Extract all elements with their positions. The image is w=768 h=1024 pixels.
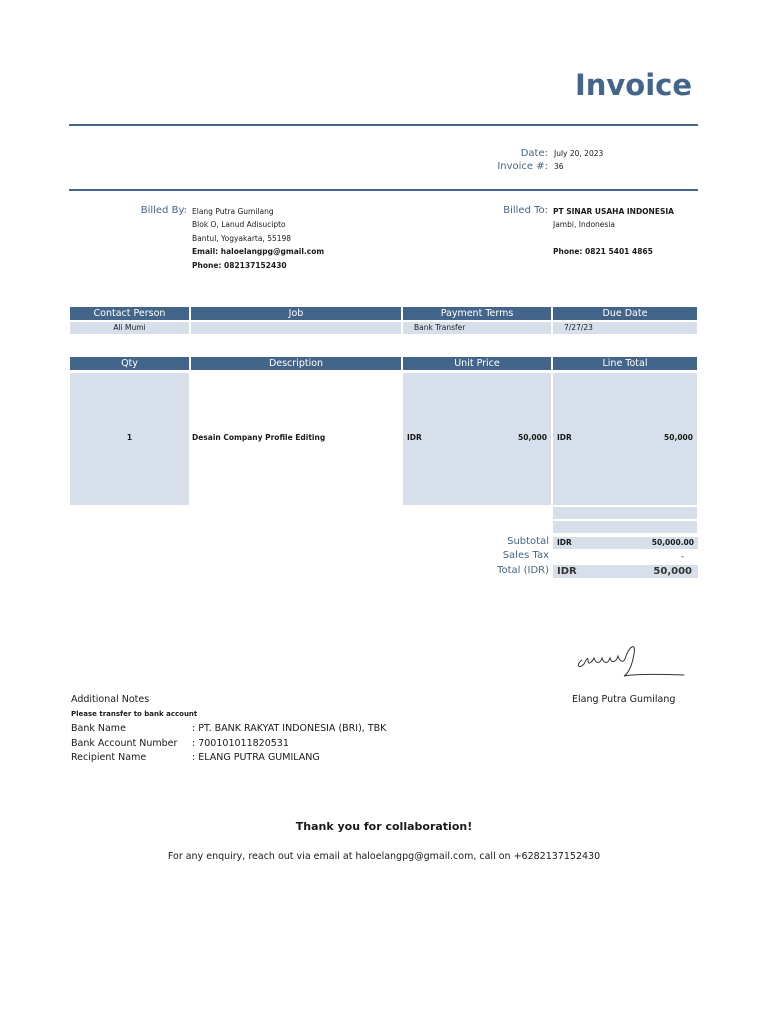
bank-details [71,722,386,766]
invoice-title: Invoice [574,68,692,102]
billed-to-company: PT SINAR USAHA INDONESIA [553,207,674,216]
sales-tax-label: Sales Tax [502,550,549,561]
sales-tax-box [553,551,698,563]
due-date-value: 7/27/23 [553,322,697,334]
recipient-value: : ELANG PUTRA GUMILANG [192,752,320,763]
total-value: 50,000 [653,566,692,577]
invoice-number-value: 36 [554,162,564,171]
sales-tax-value: - [681,552,684,561]
enquiry-message: For any enquiry, reach out via email at haloelangpg@gmail.com, call on +6282137152430 [167,851,601,862]
meta-divider [69,189,698,191]
billed-by-phone: Phone: 082137152430 [192,260,287,270]
top-divider [69,124,698,126]
notes-title: Additional Notes [71,694,150,705]
bank-name-label: Bank Name [71,723,126,734]
item-total-currency: IDR [557,433,572,442]
total-label: Total (IDR) [497,565,549,576]
item-line-total: 50,000 [664,433,693,442]
subtotal-label: Subtotal [507,536,549,547]
billed-by-label: Billed By: [140,205,187,216]
billed-by-block [192,205,324,272]
bank-name-value: : PT. BANK RAKYAT INDONESIA (BRI), TBK [192,723,387,734]
subtotal-currency: IDR [557,538,572,547]
billed-to-phone: Phone: 0821 5401 4865 [553,247,653,257]
subtotal-box [553,537,698,549]
header-due-date: Due Date [553,307,697,320]
billed-to-address: Jambi, Indonesia [553,220,615,230]
billed-to-block [553,205,674,259]
payment-terms-value: Bank Transfer [403,322,551,334]
header-payment-terms: Payment Terms [403,307,551,320]
billed-by-email: Email: haloelangpg@gmail.com [192,247,325,257]
invoice-number-label: Invoice #: [497,161,548,172]
billed-by-name: Elang Putra Gumilang [192,207,274,216]
header-qty: Qty [70,357,189,370]
bank-account-row [71,737,386,752]
date-value: July 20, 2023 [554,149,604,158]
billed-by-address-2: Bantul, Yogyakarta, 55198 [192,233,292,243]
recipient-row [71,751,386,766]
item-unit-price-cell [403,373,551,505]
subtotal-value: 50,000.00 [651,538,694,547]
job-value [191,322,401,334]
item-line-total-cell [553,373,697,505]
item-unit-price: 50,000 [518,433,547,442]
item-description: Desain Company Profile Editing [192,433,326,442]
invoice-number-row [488,161,564,172]
item-qty: 1 [126,433,133,442]
item-description-cell [191,373,401,505]
item-qty-cell [70,373,189,505]
date-row [488,148,603,159]
header-line-total: Line Total [553,357,697,370]
date-label: Date: [520,148,548,159]
bank-account-label: Bank Account Number [71,737,178,749]
header-contact-person: Contact Person [70,307,189,320]
notes-instruction: Please transfer to bank account [71,710,198,718]
signature-image [574,638,690,682]
header-description: Description [191,357,401,370]
empty-row [553,521,697,533]
recipient-label: Recipient Name [71,752,147,763]
contact-person-value: Ali Mumi [70,322,189,334]
header-unit-price: Unit Price [403,357,551,370]
bank-name-row [71,722,386,737]
empty-row [553,507,697,519]
signature-name: Elang Putra Gumilang [572,694,676,705]
thanks-message: Thank you for collaboration! [295,820,473,833]
billed-to-label: Billed To: [503,205,548,216]
bank-account-value: : 700101011820531 [192,737,289,749]
header-job: Job [191,307,401,320]
item-unit-currency: IDR [407,433,422,442]
total-box [553,565,698,578]
total-currency: IDR [557,566,577,577]
billed-by-address-1: Blok O, Lanud Adisucipto [192,220,286,230]
